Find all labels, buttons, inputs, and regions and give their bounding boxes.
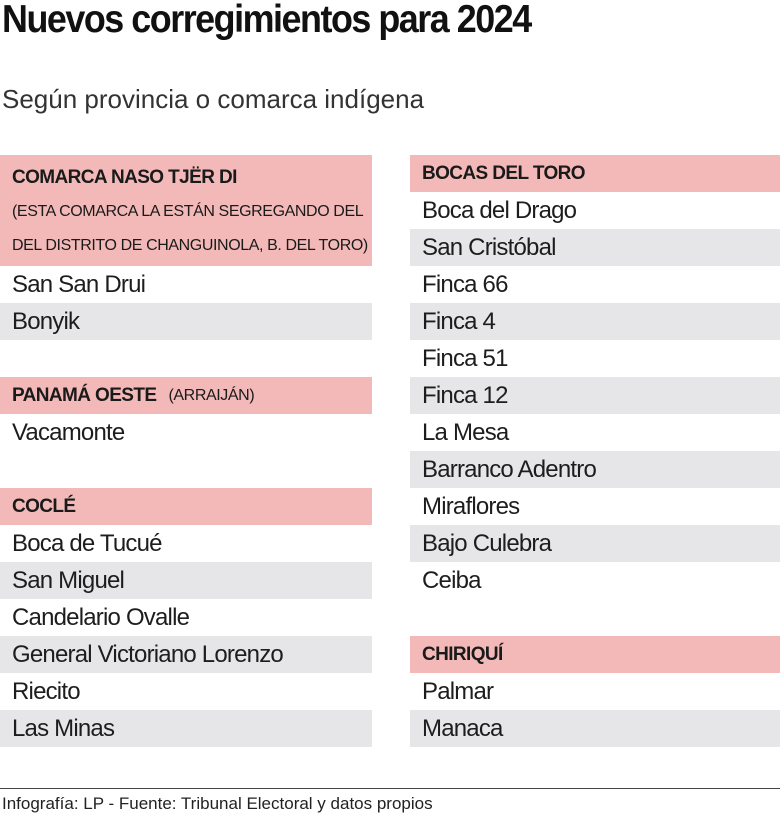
page-title: Nuevos corregimientos para 2024 — [2, 0, 531, 41]
list-item: Vacamonte — [12, 418, 125, 446]
footer-divider — [0, 788, 780, 789]
section-note-naso-line2: DEL DISTRITO DE CHANGUINOLA, B. DEL TORO) — [12, 237, 368, 254]
section-note-naso-line1: (ESTA COMARCA LA ESTÁN SEGREGANDO DEL — [12, 203, 364, 220]
spacer — [410, 599, 780, 636]
list-item: Candelario Ovalle — [12, 603, 190, 631]
list-item: Manaca — [410, 710, 780, 747]
list-item: Bonyik — [0, 303, 372, 340]
section-note-panama-oeste: (ARRAIJÁN) — [168, 386, 255, 404]
list-item: La Mesa — [422, 418, 509, 446]
list-item: Boca de Tucué — [12, 529, 162, 557]
section-header-chiriqui — [410, 636, 780, 673]
list-item: Finca 12 — [410, 377, 780, 414]
list-item: Miraflores — [422, 492, 520, 520]
spacer — [0, 451, 372, 488]
list-item: Finca 51 — [422, 344, 508, 372]
list-item: Riecito — [12, 677, 80, 705]
section-title-bocas: BOCAS DEL TORO — [422, 162, 585, 184]
page-subtitle: Según provincia o comarca indígena — [2, 84, 425, 114]
section-title-panama-oeste: PANAMÁ OESTE — [12, 384, 157, 406]
list-item: Finca 66 — [422, 270, 508, 298]
list-item: Boca del Drago — [422, 196, 577, 224]
list-item: San Miguel — [0, 562, 372, 599]
list-item: San San Drui — [12, 270, 146, 298]
list-item: Finca 4 — [410, 303, 780, 340]
right-column — [410, 155, 780, 747]
list-item: Las Minas — [0, 710, 372, 747]
list-item: San Cristóbal — [410, 229, 780, 266]
section-title-cocle: COCLÉ — [12, 495, 76, 517]
footer-credit: Infografía: LP - Fuente: Tribunal Electoral y datos propios — [2, 794, 433, 813]
list-item: Palmar — [422, 677, 494, 705]
section-header-panama-oeste — [0, 377, 372, 414]
list-item: General Victoriano Lorenzo — [0, 636, 372, 673]
list-item: Barranco Adentro — [410, 451, 780, 488]
list-item: Ceiba — [422, 566, 481, 594]
section-header-bocas — [410, 155, 780, 192]
section-title-naso: COMARCA NASO TJËR DI — [12, 167, 237, 188]
section-header-cocle — [0, 488, 372, 525]
left-column — [0, 155, 372, 747]
spacer — [0, 340, 372, 377]
section-header-naso — [0, 155, 372, 266]
section-title-chiriqui: CHIRIQUÍ — [422, 643, 503, 665]
list-item: Bajo Culebra — [410, 525, 780, 562]
